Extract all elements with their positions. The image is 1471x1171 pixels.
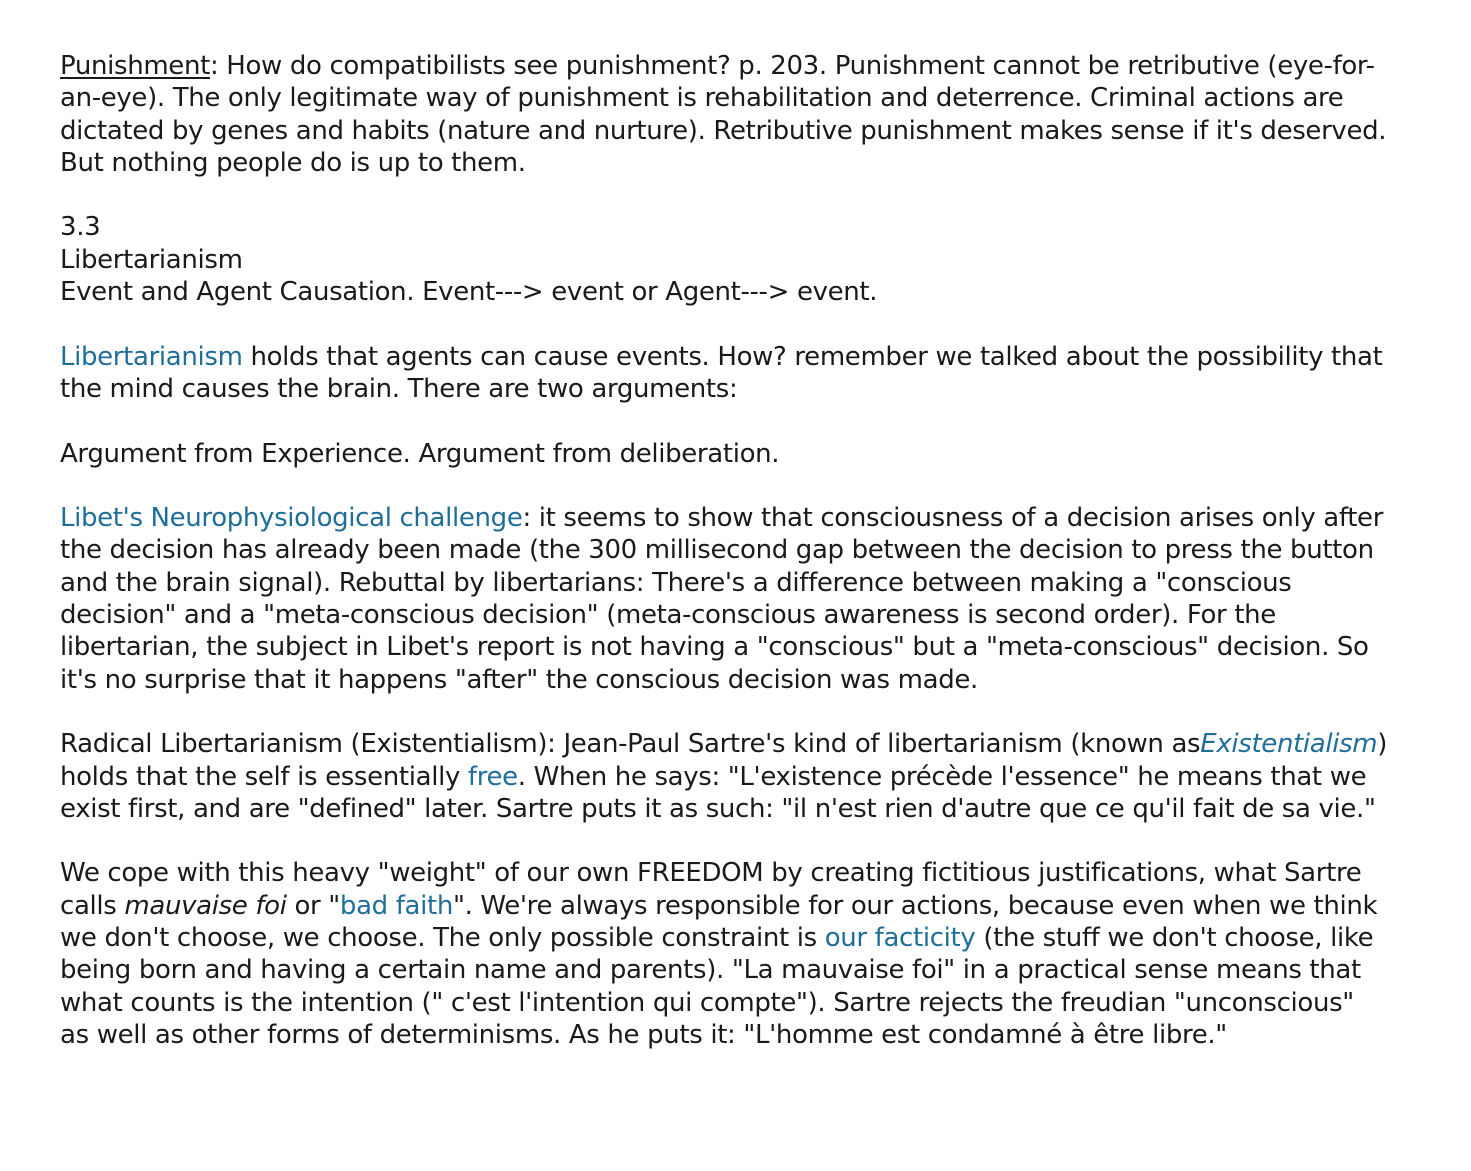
- freedom-text-1: We cope with this heavy "weight" of our own FREEDOM by creating fictitious justifications, what Sartre calls: [60, 858, 1362, 921]
- facticity-link[interactable]: our facticity: [824, 923, 976, 954]
- radical-text-2: ) holds that the self is essentially: [60, 729, 1388, 792]
- radical-libertarianism-paragraph: [60, 728, 1390, 825]
- libet-link[interactable]: Libet's Neurophysiological challenge: [60, 503, 523, 534]
- existentialism-link[interactable]: Existentialism: [1200, 729, 1378, 760]
- arguments-paragraph: Argument from Experience. Argument from deliberation.: [60, 438, 780, 469]
- section-block: [60, 211, 1390, 308]
- freedom-paragraph: [60, 857, 1390, 1051]
- punishment-heading: Punishment: [60, 51, 210, 81]
- free-link[interactable]: free: [467, 761, 518, 792]
- libertarianism-text: holds that agents can cause events. How? remember we talked about the possibility that the mind causes the brain. There are two arguments:: [60, 341, 1383, 404]
- freedom-text-3: ". We're always responsible for our actions, because even when we think we don't choose, we choose. The only possible constraint is: [60, 890, 1378, 954]
- freedom-text-4: (the stuff we don't choose, like being born and having a certain name and parents). "La mauvaise foi" in a practical sense means that what counts is the intention (" c'est l'intention qui compte"). Sartre rejects the freudian "unconscious" as well as other forms of determinisms. As he puts it: "L'homme est condamné à être libre.": [60, 923, 1374, 1050]
- section-number: 3.3: [60, 212, 101, 243]
- libet-paragraph: [60, 502, 1390, 696]
- libertarianism-link[interactable]: Libertarianism: [60, 341, 243, 372]
- punishment-text: : How do compatibilists see punishment? p. 203. Punishment cannot be retributive (eye-for-an-eye). The only legitimate way of punishment is rehabilitation and deterrence. Criminal actions are dictated by genes and habits (nature and nurture). Retributive punishment makes sense if it's deserved. But nothing people do is up to them.: [60, 51, 1387, 178]
- radical-text-1: Radical Libertarianism (Existentialism): Jean-Paul Sartre's kind of libertarianism (known as: [60, 729, 1201, 760]
- mauvaise-foi-term: mauvaise foi: [124, 890, 287, 921]
- freedom-text-2: or ": [286, 890, 340, 921]
- punishment-paragraph: [60, 50, 1390, 179]
- libertarianism-paragraph: [60, 341, 1390, 406]
- section-subtitle: Event and Agent Causation. Event---> event or Agent---> event.: [60, 277, 878, 308]
- radical-text-3: . When he says: "L'existence précède l'essence" he means that we exist first, and are "defined" later. Sartre puts it as such: "il n'est rien d'autre que ce qu'il fait de sa vie.": [60, 761, 1376, 824]
- libet-text: : it seems to show that consciousness of a decision arises only after the decision has already been made (the 300 millisecond gap between the decision to press the button and the brain signal). Rebuttal by libertarians: There's a difference between making a "conscious decision" and a "meta-conscious decision" (meta-conscious awareness is second order). For the libertarian, the subject in Libet's report is not having a "conscious" but a "meta-conscious" decision. So it's no surprise that it happens "after" the conscious decision was made.: [60, 503, 1384, 695]
- bad-faith-link[interactable]: bad faith: [339, 890, 453, 921]
- section-title: Libertarianism: [60, 244, 243, 275]
- document-page: [60, 50, 1390, 1051]
